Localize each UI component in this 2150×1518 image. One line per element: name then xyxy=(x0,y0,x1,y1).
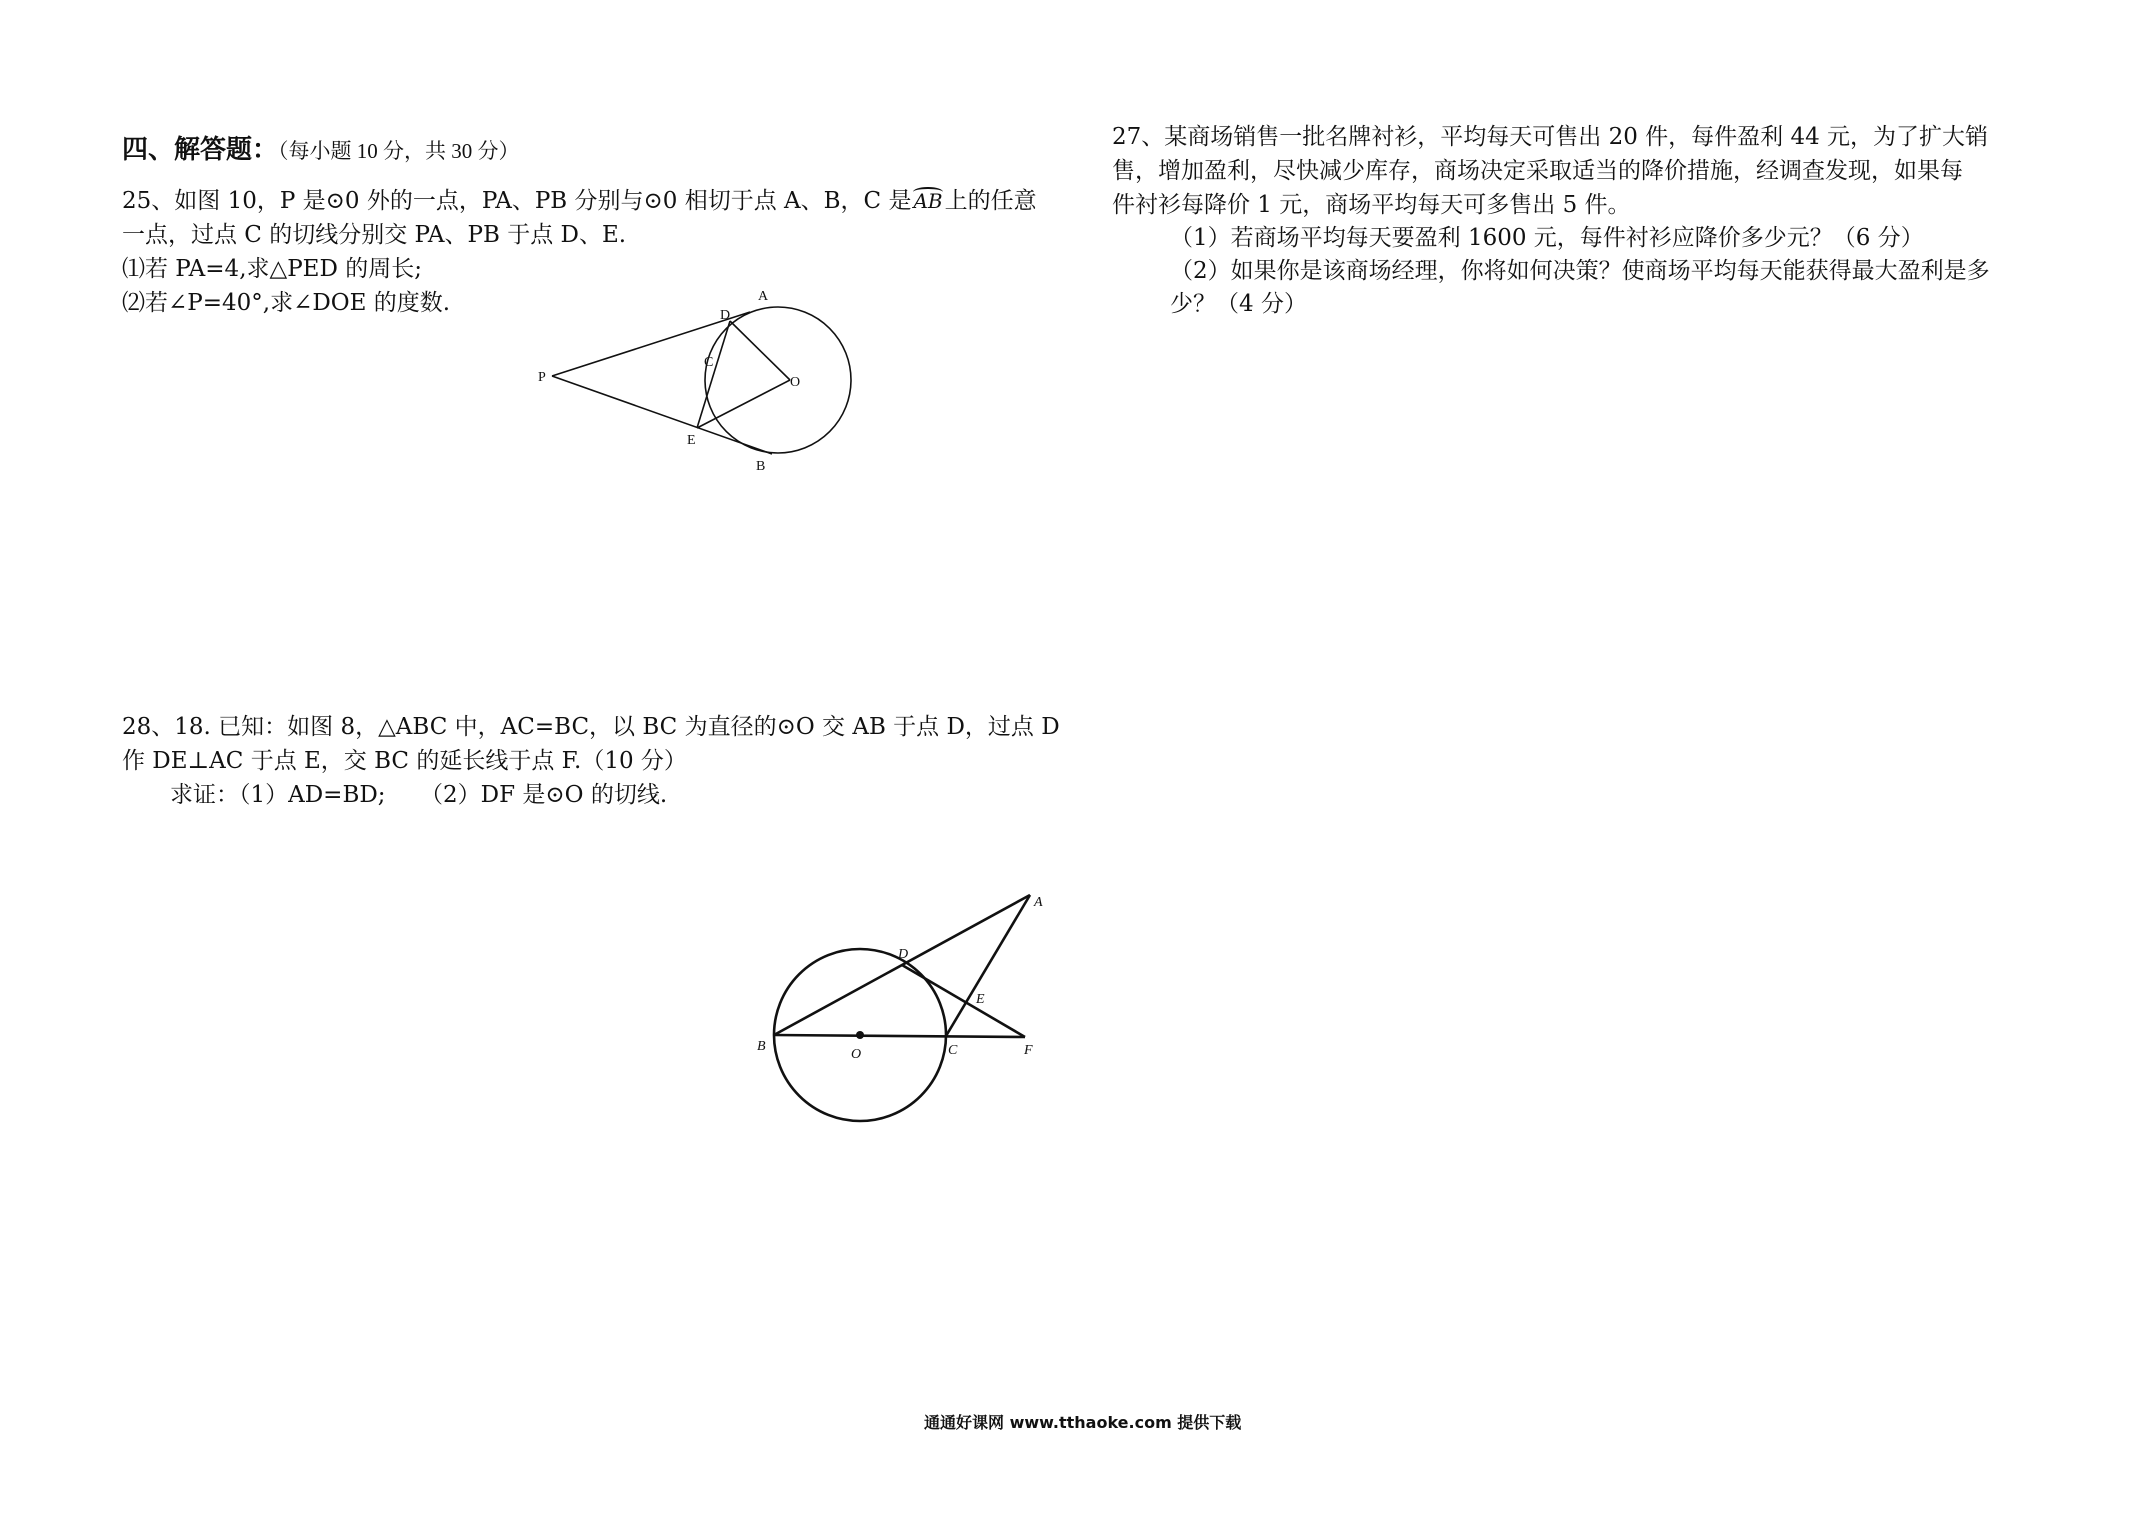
q28-label-c: C xyxy=(948,1043,958,1058)
q25-line4: ⑵若∠P=40°,求∠DOE 的度数. xyxy=(122,290,451,316)
q28-center-dot xyxy=(856,1031,864,1039)
q25-line1-tail: 上的任意 xyxy=(944,188,1037,214)
q28-label-e: E xyxy=(976,992,985,1007)
q28-label-b: B xyxy=(757,1039,766,1054)
q25-label-p: P xyxy=(538,370,546,385)
q25-label-c: C xyxy=(704,355,714,370)
q27-line1: 27、某商场销售一批名牌衬衫，平均每天可售出 20 件，每件盈利 44 元，为了扩大销 xyxy=(1112,124,1989,150)
q28-label-d: D xyxy=(898,947,909,962)
q28-line1: 28、18. 已知：如图 8，△ABC 中，AC=BC，以 BC 为直径的⊙O 交 AB 于点 D，过点 D xyxy=(122,714,1060,740)
section-note: （每小题 10 分，共 30 分） xyxy=(278,139,520,163)
q28-label-o: O xyxy=(851,1047,862,1062)
q25-label-e: E xyxy=(687,433,696,448)
q28-label-f: F xyxy=(1024,1043,1033,1058)
q25-line1-text: 25、如图 10，P 是⊙0 外的一点，PA、PB 分别与⊙0 相切于点 A、B，C 是 xyxy=(122,188,912,214)
q27-line2: 售，增加盈利，尽快减少库存，商场决定采取适当的降价措施，经调查发现，如果每 xyxy=(1112,158,1963,184)
q25-label-d: D xyxy=(720,308,731,323)
q27-line3: 件衬衫每降价 1 元，商场平均每天可多售出 5 件。 xyxy=(1112,192,1631,218)
q28-line-bf xyxy=(774,1035,1025,1037)
q28-line3: 求证：（1）AD=BD; （2）DF 是⊙O 的切线. xyxy=(170,782,668,808)
q25-line2: 一点，过点 C 的切线分别交 PA、PB 于点 D、E. xyxy=(122,222,627,248)
q25-label-o: O xyxy=(790,375,801,390)
q25-arc-ab: AB xyxy=(913,189,943,213)
page-footer: 通通好课网 www.tthaoke.com 提供下载 xyxy=(924,1413,1242,1432)
q27-line4: （1）若商场平均每天要盈利 1600 元，每件衬衫应降价多少元？（6 分） xyxy=(1170,225,1924,251)
q25-label-b: B xyxy=(756,459,766,474)
q28-line-df xyxy=(902,965,1025,1037)
q27-line6: 少？（4 分） xyxy=(1170,291,1307,317)
q28-line2: 作 DE⊥AC 于点 E，交 BC 的延长线于点 F.（10 分） xyxy=(122,748,687,774)
section-title: 四、解答题： xyxy=(122,135,279,165)
q27-line5: （2）如果你是该商场经理，你将如何决策？使商场平均每天能获得最大盈利是多 xyxy=(1170,258,1990,284)
q25-label-a: A xyxy=(758,289,769,304)
q28-label-a: A xyxy=(1034,895,1043,910)
q25-line3: ⑴若 PA=4,求△PED 的周长; xyxy=(122,256,422,282)
